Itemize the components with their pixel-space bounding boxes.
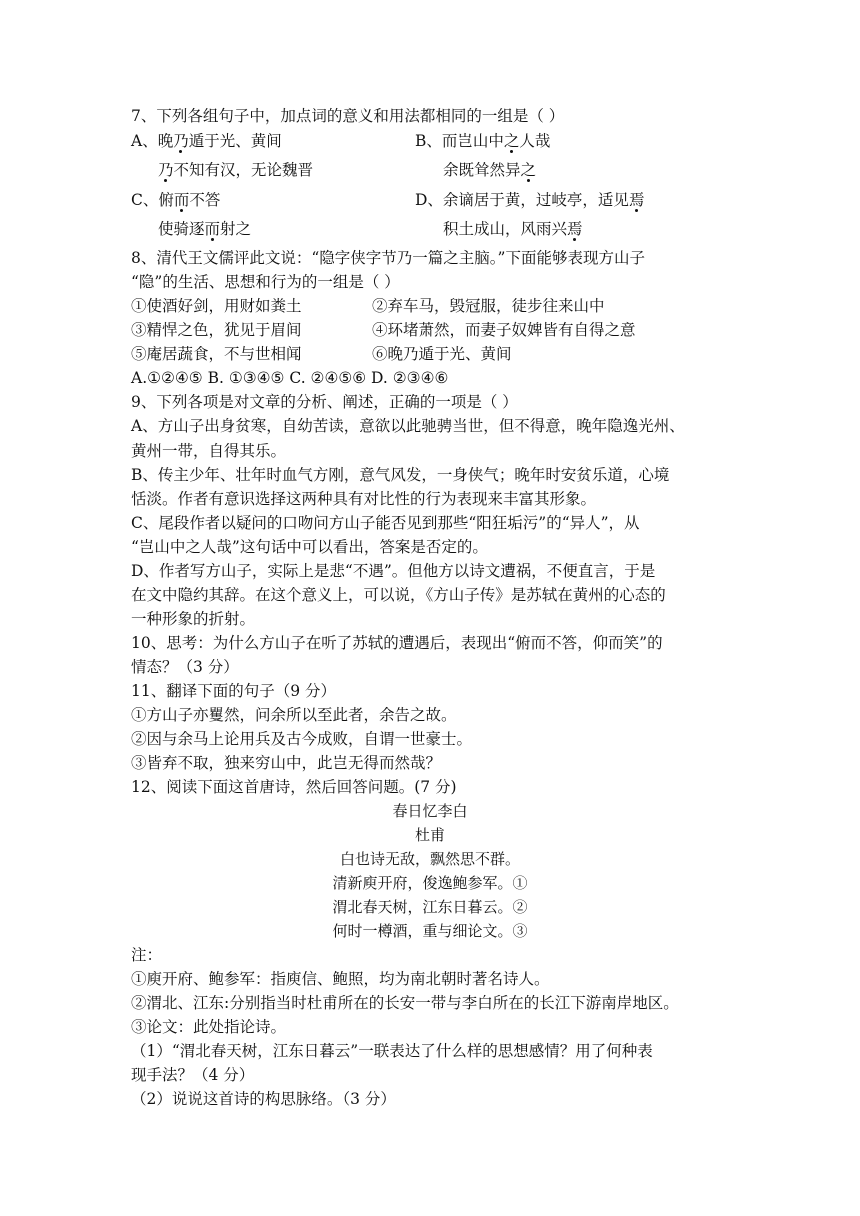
- dotted-word: 之: [503, 132, 520, 150]
- q11-sentence-2: ②因与余马上论用兵及古今成败，自谓一世豪士。: [131, 730, 473, 748]
- dotted-word: 之: [520, 161, 537, 179]
- text: C、俯: [131, 191, 174, 209]
- q12-subquestion-2: （2）说说这首诗的构思脉络。（3 分）: [131, 1090, 396, 1108]
- q7-option-a-line1: [131, 129, 282, 153]
- text: 射之: [220, 220, 252, 238]
- note-1: ①庾开府、鲍参军：指庾信、鲍照，均为南北朝时著名诗人。: [131, 970, 550, 988]
- notes-label: 注：: [131, 946, 163, 964]
- q9-option-b-line2: 恬淡。作者有意识选择这两种具有对比性的行为表现来丰富其形象。: [131, 490, 597, 508]
- q9-option-d-line2: 在文中隐约其辞。在这个意义上，可以说，《方山子传》是苏轼在黄州的心态的: [131, 586, 666, 604]
- q9-option-d-line1: D、作者写方山子，实际上是悲“不遇”。但他方以诗文遭祸，不便直言，于是: [131, 562, 656, 580]
- q12-subquestion-1-line1: （1）“渭北春天树，江东日暮云”一联表达了什么样的思想感情？用了何种表: [131, 1042, 653, 1060]
- text: 不答: [189, 191, 221, 209]
- q7-option-b-line2: [443, 158, 536, 182]
- q8-choices: A.①②④⑤ B. ①③④⑤ C. ②④⑤⑥ D. ②③④⑥: [131, 369, 449, 387]
- q9-option-a-line1: A、方山子出身贫寒，自幼苦读，意欲以此驰骋当世，但不得意，晚年隐逸光州、: [131, 417, 685, 435]
- q9-stem: 9、下列各项是对文章的分析、阐述，正确的一项是（ ）: [131, 393, 518, 411]
- dotted-word: 而: [173, 191, 190, 209]
- q8-option-6: ⑥晚乃遁于光、黄间: [372, 345, 512, 363]
- text: B、而岂山中: [415, 132, 504, 150]
- q8-option-5: ⑤庵居蔬食，不与世相闻: [131, 345, 302, 363]
- poem-line-2: 清新庾开府，俊逸鲍参军。①: [332, 874, 528, 892]
- q7-option-c-line1: [131, 188, 220, 212]
- q12-subquestion-1-line2: 现手法？（4 分）: [131, 1066, 255, 1084]
- q7-stem: 7、下列各组句子中，加点词的意义和用法都相同的一组是（ ）: [131, 107, 565, 125]
- q11-sentence-1: ①方山子亦矍然，问余所以至此者，余告之故。: [131, 706, 457, 724]
- q9-option-a-line2: 黄州一带，自得其乐。: [131, 442, 287, 460]
- q9-option-c-line1: C、尾段作者以疑问的口吻问方山子能否见到那些“阳狂垢污”的“异人”，从: [131, 514, 640, 532]
- q7-option-a-line2: [158, 158, 313, 182]
- text: 积土成山，风雨兴: [443, 220, 568, 238]
- dotted-word: 乃: [173, 132, 189, 150]
- q9-option-c-line2: “岂山中之人哉”这句话中可以看出，答案是否定的。: [131, 538, 488, 556]
- text: 遁于光、黄间: [188, 132, 282, 150]
- q9-option-d-line3: 一种形象的折射。: [131, 610, 256, 628]
- q7-option-d-line2: [443, 217, 583, 241]
- text: D、余谪居于黄，过岐亭，适见: [415, 191, 629, 209]
- dotted-word: 焉: [567, 220, 583, 238]
- poem-line-1: 白也诗无敌，飘然思不群。: [339, 850, 520, 868]
- text: 使骑逐: [158, 220, 205, 238]
- note-2: ②渭北、江东:分别指当时杜甫所在的长安一带与李白所在的长江下游南岸地区。: [131, 994, 679, 1012]
- q10-line2: 情态？（3 分）: [131, 658, 239, 676]
- q8-stem-line2: “隐”的生活、思想和行为的一组是（ ）: [131, 273, 400, 291]
- q7-option-b-line1: [415, 129, 550, 153]
- q8-option-1: ①使酒好剑，用财如粪土: [131, 297, 302, 315]
- dotted-word: 焉: [628, 191, 645, 209]
- q11-stem: 11、翻译下面的句子（9 分）: [131, 682, 337, 700]
- text: A、晚: [131, 132, 174, 150]
- poem-line-4: 何时一樽酒，重与细论文。③: [332, 922, 528, 940]
- note-3: ③论文：此处指论诗。: [131, 1018, 287, 1036]
- dotted-word: 而: [204, 220, 221, 238]
- q11-sentence-3: ③皆弃不取，独来穷山中，此岂无得而然哉？: [131, 754, 442, 772]
- q9-option-b-line1: B、传主少年、壮年时血气方刚，意气风发，一身侠气；晚年时安贫乐道，心境: [131, 466, 670, 484]
- q12-stem: 12、阅读下面这首唐诗，然后回答问题。(7 分): [131, 778, 457, 796]
- q8-stem-line1: 8、清代王文儒评此文说：“隐字侠字节乃一篇之主脑。”下面能够表现方山子: [131, 249, 645, 267]
- poem-line-3: 渭北春天树，江东日暮云。②: [332, 898, 528, 916]
- q8-option-2: ②弃车马，毁冠服，徒步往来山中: [372, 297, 605, 315]
- dotted-word: 乃: [158, 161, 174, 179]
- poem-author: 杜甫: [414, 826, 445, 844]
- q10-line1: 10、思考：为什么方山子在听了苏轼的遭遇后，表现出“俯而不答，仰而笑”的: [131, 634, 663, 652]
- text: 人哉: [519, 132, 551, 150]
- text: 不知有汉，无论魏晋: [173, 161, 314, 179]
- poem-title: 春日忆李白: [392, 802, 468, 820]
- q8-option-3: ③精悍之色，犹见于眉间: [131, 321, 302, 339]
- q7-option-d-line1: [415, 188, 644, 212]
- text: 余既耸然异: [443, 161, 521, 179]
- q8-option-4: ④环堵萧然，而妻子奴婢皆有自得之意: [372, 321, 636, 339]
- q7-option-c-line2: [158, 217, 251, 241]
